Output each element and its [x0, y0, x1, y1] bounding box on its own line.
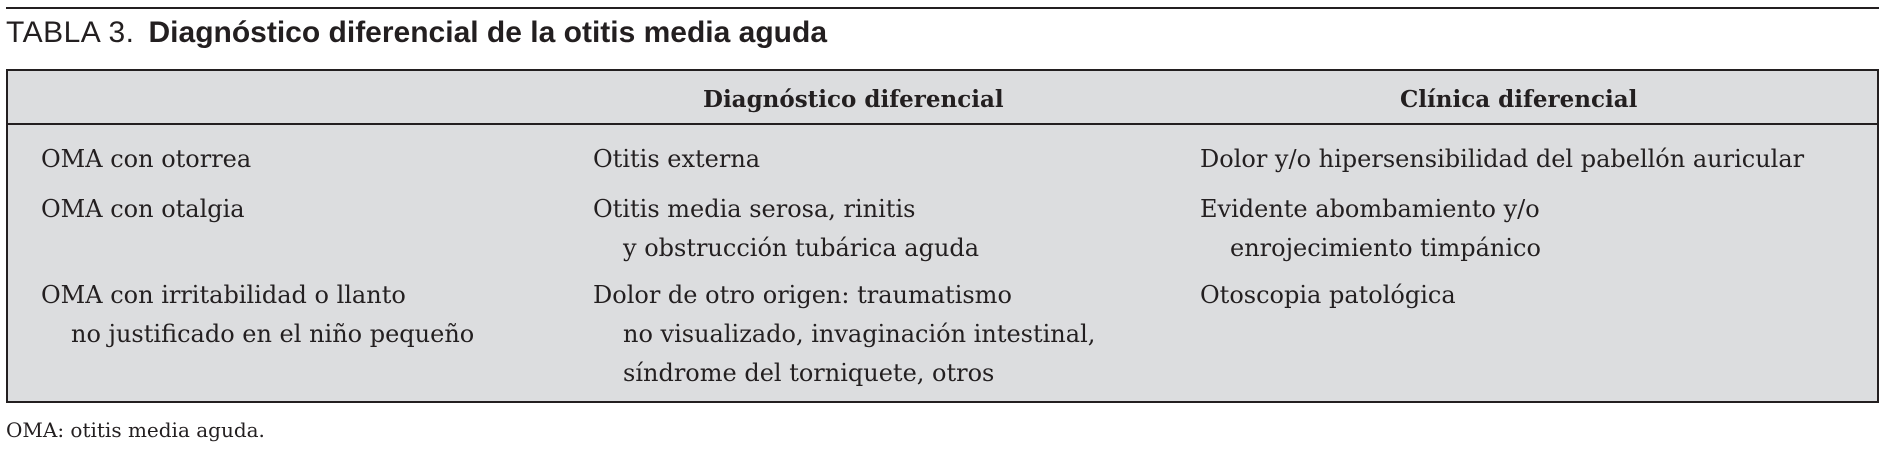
table-cell-row2-col1: [41, 190, 245, 229]
cell-line-continued: no visualizado, invaginación intestinal,: [623, 320, 1096, 348]
cell-line: Otoscopia patológica: [1200, 281, 1456, 309]
table-footnote: OMA: otitis media aguda.: [6, 418, 265, 442]
table-cell-row1-col1: [41, 140, 251, 179]
cell-line: Dolor de otro origen: traumatismo: [593, 281, 1012, 309]
cell-line: OMA con otalgia: [41, 195, 245, 223]
table-title: Diagnóstico diferencial de la otitis media aguda: [148, 16, 828, 49]
cell-line-continued: no justificado en el niño pequeño: [71, 320, 475, 348]
table-cell-row3-col1: [41, 276, 474, 354]
cell-line-continued: y obstrucción tubárica aguda: [623, 234, 980, 262]
table-cell-row3-col2: [593, 276, 1095, 393]
cell-line: Otitis media serosa, rinitis: [593, 195, 916, 223]
table-cell-row2-col2: [593, 190, 979, 268]
header-diagnostico-diferencial: Diagnóstico diferencial: [703, 86, 1004, 113]
top-rule: [6, 7, 1879, 9]
header-rule: [6, 123, 1879, 125]
table-cell-row3-col3: [1200, 276, 1456, 315]
cell-line-continued: síndrome del torniquete, otros: [623, 359, 995, 387]
table-cell-row1-col3: [1200, 140, 1804, 179]
cell-line: Evidente abombamiento y/o: [1200, 195, 1540, 223]
table-cell-row1-col2: [593, 140, 760, 179]
cell-line: OMA con otorrea: [41, 145, 252, 173]
cell-line: Dolor y/o hipersensibilidad del pabellón auricular: [1200, 145, 1805, 173]
header-clinica-diferencial: Clínica diferencial: [1400, 86, 1638, 113]
cell-line: Otitis externa: [593, 145, 761, 173]
cell-line-continued: enrojecimiento timpánico: [1230, 234, 1541, 262]
table-caption: [6, 16, 827, 50]
cell-line: OMA con irritabilidad o llanto: [41, 281, 406, 309]
table-cell-row2-col3: [1200, 190, 1541, 268]
table-label: TABLA 3.: [6, 16, 135, 49]
